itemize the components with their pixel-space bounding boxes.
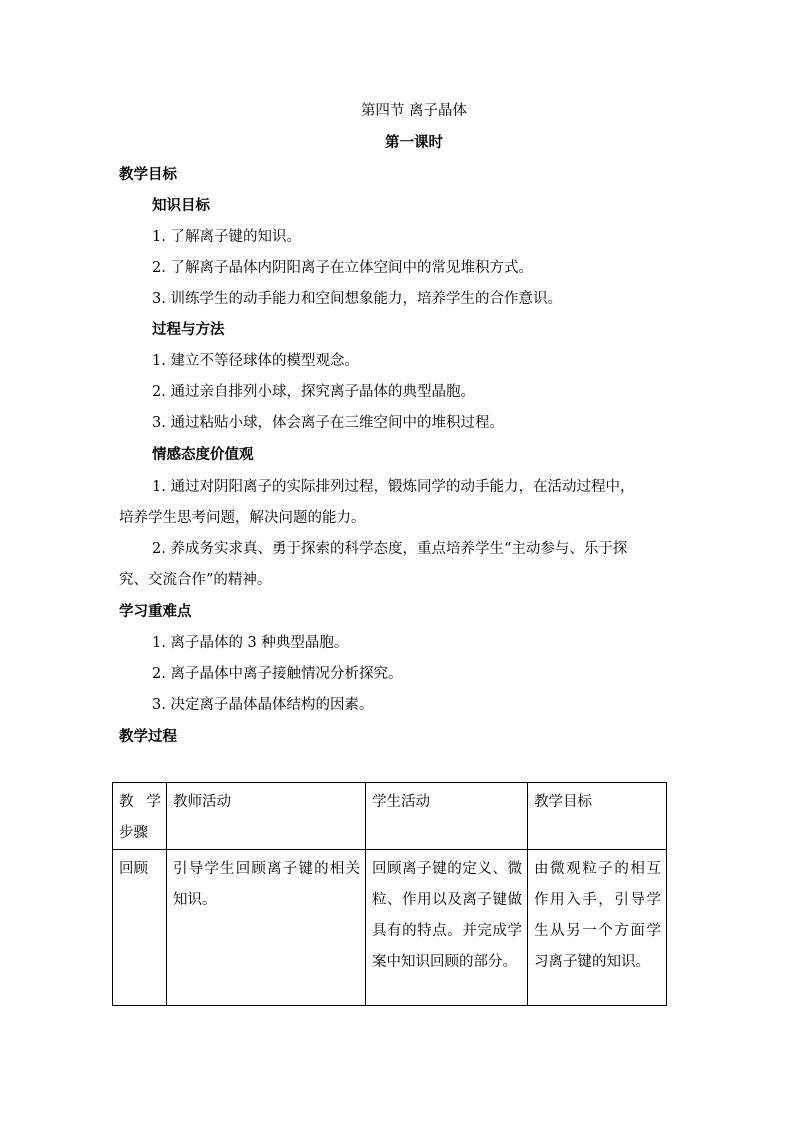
teaching-process-heading: 教学过程 — [119, 728, 177, 745]
difficulty-heading: 学习重难点 — [119, 603, 192, 620]
table-cell: 引导学生回顾离子键的相关知识。 — [167, 850, 366, 1006]
difficulty-item: 1. 离子晶体的 3 种典型晶胞。 — [152, 635, 349, 651]
table-header-cell: 教学目标 — [528, 783, 667, 850]
process-item: 1. 建立不等径球体的模型观念。 — [152, 353, 359, 369]
table-cell: 由微观粒子的相互作用入手，引导学生从另一个方面学习离子键的知识。 — [528, 850, 667, 1006]
emotion-heading: 情感态度价值观 — [152, 446, 254, 463]
emotion-paragraph-2-line-2: 究、交流合作”的精神。 — [119, 572, 272, 588]
page-title: 第四节 离子晶体 — [360, 103, 468, 119]
process-item: 2. 通过亲自排列小球，探究离子晶体的典型晶胞。 — [152, 384, 475, 400]
table-row — [113, 850, 667, 1006]
goals-heading: 教学目标 — [119, 166, 177, 183]
table-header-cell: 教师活动 — [167, 783, 366, 850]
teaching-process-table — [112, 782, 667, 1006]
process-method-heading: 过程与方法 — [152, 321, 225, 338]
knowledge-heading: 知识目标 — [152, 197, 210, 214]
knowledge-item: 3. 训练学生的动手能力和空间想象能力，培养学生的合作意识。 — [152, 291, 562, 307]
page-subtitle: 第一课时 — [385, 134, 443, 151]
difficulty-item: 3. 决定离子晶体晶体结构的因素。 — [152, 697, 374, 713]
knowledge-item: 1. 了解离子键的知识。 — [152, 229, 301, 245]
emotion-paragraph-2-line-1: 2. 养成务实求真、勇于探索的科学态度，重点培养学生“主动参与、乐于探 — [152, 541, 628, 557]
difficulty-item: 2. 离子晶体中离子接触情况分析探究。 — [152, 666, 403, 682]
process-item: 3. 通过粘贴小球，体会离子在三维空间中的堆积过程。 — [152, 415, 504, 431]
table-cell: 回顾离子键的定义、微粒、作用以及离子键做具有的特点。并完成学案中知识回顾的部分。 — [366, 850, 528, 1006]
table-header-cell: 教学步骤 — [113, 783, 167, 850]
knowledge-item: 2. 了解离子晶体内阴阳离子在立体空间中的常见堆积方式。 — [152, 260, 533, 276]
emotion-paragraph-1-line-1: 1. 通过对阴阳离子的实际排列过程，锻炼同学的动手能力，在活动过程中， — [152, 479, 635, 495]
emotion-paragraph-1-line-2: 培养学生思考问题，解决问题的能力。 — [119, 510, 366, 526]
table-header-cell: 学生活动 — [366, 783, 528, 850]
table-cell: 回顾 — [113, 850, 167, 1006]
table-header-row — [113, 783, 667, 850]
